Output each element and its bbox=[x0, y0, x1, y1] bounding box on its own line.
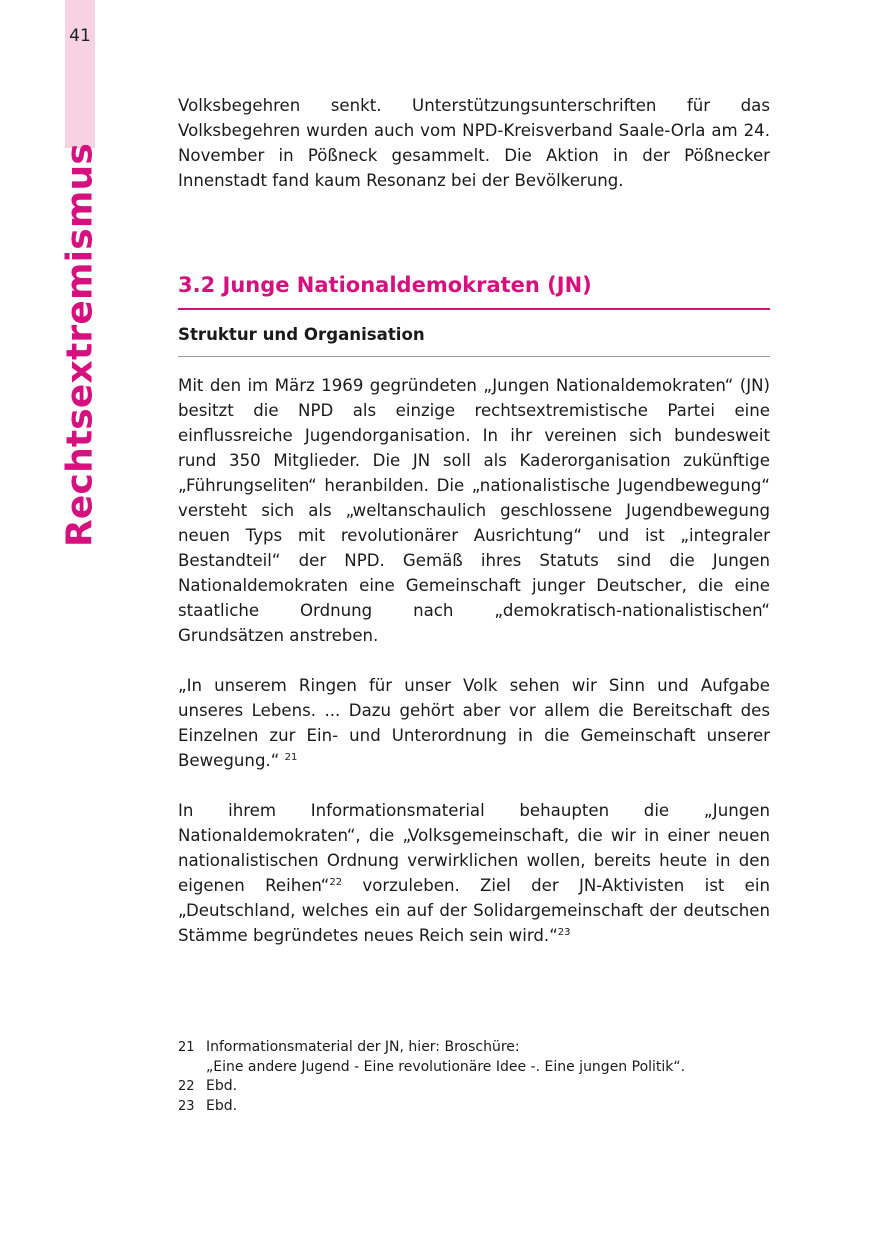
footnote-line: Informationsmaterial der JN, hier: Broschüre: bbox=[206, 1039, 520, 1055]
subsection-heading: Struktur und Organisation bbox=[178, 322, 770, 357]
paragraph-3-part-b: vorzuleben. Ziel der JN-Aktivisten ist ein „Deutschland, welches ein auf der Solidargemeinschaft der deutschen Stämme begründetes neues Reich sein wird.“ bbox=[178, 876, 770, 945]
footnote-number: 22 bbox=[178, 1079, 195, 1094]
footnote-number: 21 bbox=[178, 1040, 195, 1055]
body-paragraph-1: Mit den im März 1969 gegründeten „Jungen Nationaldemokraten“ (JN) besitzt die NPD als einzige rechtsextremistische Partei eine einflussreiche Jugendorganisation. In ihr vereinen sich bundesweit rund 350 Mitglieder. Die JN soll als Kaderorganisation zukünftige „Führungseliten“ heranbilden. Die „nationalistische Jugendbewegung“ versteht sich als „weltanschaulich geschlossene Jugendbewegung neuen Typs mit revolutionärer Ausrichtung“ und ist „integraler Bestandteil“ der NPD. Gemäß ihres Statuts sind die Jungen Nationaldemokraten eine Gemeinschaft junger Deutscher, die eine staatliche Ordnung nach „demokratisch-nationalistischen“ Grundsätzen anstreben. bbox=[178, 376, 770, 645]
footnote-number: 23 bbox=[178, 1098, 195, 1114]
footnote-ref-22: 22 bbox=[329, 877, 343, 888]
footnote-text: Ebd. bbox=[206, 1078, 238, 1094]
intro-paragraph: Volksbegehren senkt. Unterstützungsunterschriften für das Volksbegehren wurden auch vom NPD-Kreisverband Saale-Orla am 24. November in Pößneck gesammelt. Die Aktion in der Pößnecker Innenstadt fand kaum Resonanz bei der Bevölkerung. bbox=[178, 96, 770, 190]
chapter-side-title: Rechtsextremismus bbox=[59, 142, 101, 548]
footnote-22 bbox=[178, 1077, 770, 1097]
chapter-tab bbox=[65, 0, 95, 148]
footnote-ref-23: 23 bbox=[557, 927, 571, 938]
paragraph-3-part-a: In ihrem Informationsmaterial behaupten die „Jungen Nationaldemokraten“, die „Volksgemeinschaft, die wir in einer neuen nationalistischen Ordnung verwirklichen wollen, bereits heute in den eigenen Reihen“ bbox=[178, 801, 770, 895]
section-heading: 3.2 Junge Nationaldemokraten (JN) bbox=[178, 271, 770, 310]
quote-paragraph bbox=[178, 673, 770, 773]
main-content bbox=[178, 93, 770, 948]
footnotes bbox=[178, 1038, 770, 1116]
body-paragraph-3 bbox=[178, 798, 770, 948]
footnote-21 bbox=[178, 1038, 770, 1077]
footnote-text bbox=[206, 1038, 770, 1077]
footnote-ref-21: 21 bbox=[284, 752, 298, 763]
footnote-23 bbox=[178, 1097, 770, 1117]
footnote-line: „Eine andere Jugend - Eine revolutionäre Idee -. Eine jungen Politik“. bbox=[206, 1058, 686, 1075]
footnote-text: Ebd. bbox=[206, 1097, 238, 1114]
quote-text: „In unserem Ringen für unser Volk sehen wir Sinn und Aufgabe unseres Lebens. ... Dazu gehört aber vor allem die Bereitschaft des Einzelnen zur Ein- und Unterordnung in die Gemeinschaft unserer Bewegung.“ bbox=[178, 676, 770, 770]
page-number: 41 bbox=[69, 26, 91, 46]
